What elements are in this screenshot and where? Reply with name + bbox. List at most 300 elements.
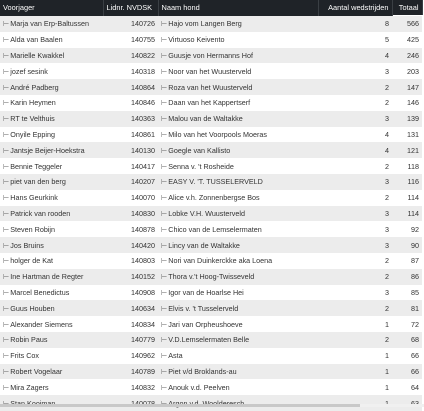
cell-naam-hond (158, 142, 318, 158)
cell-lidnr (103, 142, 158, 158)
table-row[interactable] (0, 190, 422, 206)
cell-naam-hond-text: Lobke V.H. Wuusterveld (168, 208, 245, 218)
cell-voorjager-text: Mira Zagers (10, 382, 49, 392)
cell-totaal-text: 131 (407, 129, 419, 139)
cell-lidnr-text: 140634 (131, 303, 155, 313)
cell-aantal-text: 1 (385, 366, 389, 376)
cell-aantal (318, 348, 392, 364)
expand-marker-icon: ⊢ (3, 351, 10, 361)
cell-totaal-text: 68 (411, 335, 419, 345)
table-row[interactable] (0, 32, 422, 48)
cell-aantal (318, 142, 392, 158)
header-row (0, 0, 422, 16)
cell-naam-hond-text: Asta (168, 351, 183, 361)
cell-lidnr (103, 190, 158, 206)
cell-aantal-text: 1 (385, 319, 389, 329)
cell-voorjager-text: Marielle Kwakkel (10, 50, 65, 60)
cell-lidnr (103, 63, 158, 79)
cell-voorjager (0, 237, 103, 253)
cell-lidnr-text: 140070 (131, 193, 155, 203)
cell-aantal-text: 3 (385, 287, 389, 297)
expand-marker-icon: ⊢ (161, 303, 168, 313)
cell-lidnr-text: 140207 (131, 177, 155, 187)
cell-totaal-text: 147 (407, 82, 419, 92)
cell-naam-hond-text: Anouk v.d. Peelven (168, 382, 230, 392)
cell-aantal (318, 79, 392, 95)
cell-voorjager-text: Hans Geurkink (10, 193, 58, 203)
cell-aantal-text: 2 (385, 82, 389, 92)
cell-lidnr (103, 16, 158, 32)
cell-lidnr-text: 140420 (131, 240, 155, 250)
cell-totaal-text: 90 (411, 240, 419, 250)
cell-lidnr-text: 140779 (131, 335, 155, 345)
cell-aantal (318, 111, 392, 127)
cell-lidnr-text: 140832 (131, 382, 155, 392)
expand-marker-icon: ⊢ (3, 240, 10, 250)
column-header-naam-hond[interactable]: Naam hond (158, 0, 318, 16)
cell-aantal-text: 2 (385, 161, 389, 171)
cell-naam-hond (158, 253, 318, 269)
cell-totaal-text: 203 (407, 66, 419, 76)
cell-voorjager-text: Patrick van rooden (10, 208, 71, 218)
cell-aantal-text: 2 (385, 98, 389, 108)
cell-totaal-text: 66 (411, 366, 419, 376)
cell-voorjager-text: Robin Paus (10, 335, 48, 345)
expand-marker-icon: ⊢ (161, 98, 168, 108)
cell-totaal-text: 139 (407, 114, 419, 124)
cell-naam-hond-text: Virtuoso Keivento (168, 35, 225, 45)
cell-lidnr-text: 140318 (131, 66, 155, 76)
cell-naam-hond-text: Lincy van de Waltakke (168, 240, 240, 250)
cell-aantal (318, 48, 392, 64)
cell-aantal-text: 3 (385, 240, 389, 250)
expand-marker-icon: ⊢ (161, 177, 168, 187)
cell-totaal-text: 425 (407, 35, 419, 45)
cell-aantal-text: 1 (385, 382, 389, 392)
cell-totaal-text: 66 (411, 351, 419, 361)
cell-naam-hond (158, 63, 318, 79)
expand-marker-icon: ⊢ (161, 114, 168, 124)
cell-aantal (318, 379, 392, 395)
expand-marker-icon: ⊢ (161, 366, 168, 376)
cell-totaal (392, 332, 422, 348)
expand-marker-icon: ⊢ (161, 351, 168, 361)
table-row[interactable] (0, 237, 422, 253)
expand-marker-icon: ⊢ (3, 272, 10, 282)
cell-voorjager (0, 190, 103, 206)
cell-totaal-text: 566 (407, 19, 419, 29)
table-row[interactable] (0, 332, 422, 348)
cell-voorjager (0, 16, 103, 32)
expand-marker-icon: ⊢ (161, 193, 168, 203)
cell-voorjager (0, 253, 103, 269)
expand-marker-icon: ⊢ (161, 50, 168, 60)
cell-aantal-text: 4 (385, 50, 389, 60)
cell-naam-hond-text: Daan van het Kappertserf (168, 98, 251, 108)
table-row[interactable] (0, 79, 422, 95)
cell-voorjager-text: holger de Kat (10, 256, 54, 266)
cell-totaal-text: 118 (407, 161, 419, 171)
cell-totaal (392, 48, 422, 64)
cell-totaal (392, 237, 422, 253)
cell-aantal (318, 269, 392, 285)
cell-lidnr-text: 140830 (131, 208, 155, 218)
cell-aantal (318, 237, 392, 253)
cell-totaal (392, 285, 422, 301)
cell-aantal-text: 3 (385, 177, 389, 187)
cell-voorjager (0, 127, 103, 143)
expand-marker-icon: ⊢ (161, 129, 168, 139)
cell-lidnr-text: 140822 (131, 50, 155, 60)
cell-voorjager (0, 63, 103, 79)
cell-voorjager-text: André Padberg (10, 82, 59, 92)
expand-marker-icon: ⊢ (161, 256, 168, 266)
cell-naam-hond (158, 332, 318, 348)
cell-lidnr (103, 364, 158, 380)
cell-lidnr-text: 140152 (131, 272, 155, 282)
expand-marker-icon: ⊢ (3, 224, 10, 234)
cell-voorjager-text: Onyile Epping (10, 129, 56, 139)
cell-voorjager (0, 285, 103, 301)
expand-marker-icon: ⊢ (161, 319, 168, 329)
expand-marker-icon: ⊢ (3, 208, 10, 218)
column-header-aantal-wedstrijden[interactable]: Aantal wedstrijden (318, 0, 392, 16)
cell-totaal (392, 158, 422, 174)
cell-voorjager-text: Jantsje Beijer-Hoekstra (10, 145, 85, 155)
expand-marker-icon: ⊢ (3, 193, 10, 203)
cell-lidnr-text: 140726 (131, 19, 155, 29)
cell-naam-hond (158, 158, 318, 174)
cell-aantal-text: 2 (385, 193, 389, 203)
cell-lidnr-text: 140864 (131, 82, 155, 92)
cell-aantal (318, 332, 392, 348)
expand-marker-icon: ⊢ (3, 335, 10, 345)
cell-naam-hond-text: Malou van de Waltakke (168, 114, 243, 124)
cell-naam-hond-text: Nori van Duinkerckke aka Loena (168, 256, 273, 266)
table-row[interactable] (0, 253, 422, 269)
cell-lidnr-text: 140908 (131, 287, 155, 297)
cell-lidnr (103, 32, 158, 48)
cell-aantal-text: 2 (385, 256, 389, 266)
table-row[interactable] (0, 174, 422, 190)
cell-aantal (318, 63, 392, 79)
table-row[interactable] (0, 158, 422, 174)
cell-lidnr (103, 237, 158, 253)
cell-totaal (392, 111, 422, 127)
cell-naam-hond (158, 95, 318, 111)
expand-marker-icon: ⊢ (161, 240, 168, 250)
cell-totaal (392, 364, 422, 380)
expand-marker-icon: ⊢ (3, 366, 10, 376)
cell-lidnr-text: 140878 (131, 224, 155, 234)
cell-totaal (392, 253, 422, 269)
cell-lidnr (103, 269, 158, 285)
cell-naam-hond (158, 269, 318, 285)
expand-marker-icon: ⊢ (161, 161, 168, 171)
table-row[interactable] (0, 348, 422, 364)
cell-voorjager (0, 206, 103, 222)
cell-lidnr (103, 221, 158, 237)
cell-lidnr (103, 253, 158, 269)
cell-voorjager (0, 79, 103, 95)
table-row[interactable] (0, 316, 422, 332)
cell-naam-hond-text: Hajo vom Langen Berg (168, 19, 242, 29)
cell-totaal (392, 300, 422, 316)
expand-marker-icon: ⊢ (3, 82, 10, 92)
cell-aantal (318, 316, 392, 332)
cell-voorjager (0, 158, 103, 174)
cell-naam-hond-text: Igor van de Hoarlse Hei (168, 287, 244, 297)
expand-marker-icon: ⊢ (3, 19, 10, 29)
cell-naam-hond-text: Roza van het Wuusterveld (168, 82, 253, 92)
cell-aantal (318, 190, 392, 206)
cell-naam-hond (158, 48, 318, 64)
cell-voorjager-text: Karin Heymen (10, 98, 56, 108)
column-header-totaal[interactable]: Totaal (392, 0, 422, 16)
cell-lidnr (103, 79, 158, 95)
cell-naam-hond-text: Goegle van Kallisto (168, 145, 231, 155)
cell-naam-hond-text: Jari van Orpheushoeve (168, 319, 243, 329)
cell-lidnr-text: 140363 (131, 114, 155, 124)
cell-totaal (392, 32, 422, 48)
cell-totaal (392, 16, 422, 32)
cell-aantal-text: 4 (385, 129, 389, 139)
cell-naam-hond (158, 285, 318, 301)
cell-totaal-text: 81 (411, 303, 419, 313)
expand-marker-icon: ⊢ (3, 161, 10, 171)
cell-voorjager (0, 221, 103, 237)
cell-naam-hond-text: Piet v/d Broklands-au (168, 366, 237, 376)
table-row[interactable] (0, 127, 422, 143)
cell-voorjager (0, 95, 103, 111)
cell-voorjager-text: Marcel Benedictus (10, 287, 70, 297)
cell-voorjager (0, 269, 103, 285)
table-row[interactable] (0, 221, 422, 237)
cell-naam-hond-text: Alice v.h. Zonnenbergse Bos (168, 193, 260, 203)
table-row[interactable] (0, 206, 422, 222)
cell-totaal (392, 348, 422, 364)
expand-marker-icon: ⊢ (161, 66, 168, 76)
cell-totaal-text: 114 (407, 193, 419, 203)
cell-totaal-text: 64 (411, 382, 419, 392)
cell-lidnr (103, 206, 158, 222)
cell-voorjager-text: Guus Houben (10, 303, 55, 313)
expand-marker-icon: ⊢ (3, 145, 10, 155)
cell-voorjager (0, 364, 103, 380)
cell-naam-hond (158, 348, 318, 364)
cell-voorjager (0, 348, 103, 364)
cell-lidnr (103, 111, 158, 127)
cell-totaal-text: 87 (411, 256, 419, 266)
table-row[interactable] (0, 111, 422, 127)
table-row[interactable] (0, 364, 422, 380)
cell-totaal-text: 246 (407, 50, 419, 60)
expand-marker-icon: ⊢ (3, 256, 10, 266)
cell-aantal (318, 253, 392, 269)
cell-lidnr (103, 379, 158, 395)
expand-marker-icon: ⊢ (161, 272, 168, 282)
cell-lidnr-text: 140962 (131, 351, 155, 361)
expand-marker-icon: ⊢ (161, 35, 168, 45)
cell-lidnr (103, 174, 158, 190)
cell-naam-hond (158, 364, 318, 380)
cell-voorjager-text: Robert Vogelaar (10, 366, 63, 376)
cell-lidnr-text: 140803 (131, 256, 155, 266)
cell-totaal-text: 72 (411, 319, 419, 329)
expand-marker-icon: ⊢ (3, 177, 10, 187)
cell-voorjager (0, 111, 103, 127)
cell-naam-hond (158, 111, 318, 127)
cell-voorjager-text: jozef sesink (10, 66, 48, 76)
cell-naam-hond (158, 174, 318, 190)
cell-totaal (392, 142, 422, 158)
table-row[interactable] (0, 63, 422, 79)
cell-naam-hond-text: Guusje von Hermanns Hof (168, 50, 253, 60)
cell-naam-hond (158, 190, 318, 206)
cell-totaal (392, 95, 422, 111)
cell-totaal-text: 86 (411, 272, 419, 282)
cell-aantal-text: 3 (385, 208, 389, 218)
table-row[interactable] (0, 48, 422, 64)
cell-naam-hond (158, 237, 318, 253)
cell-totaal-text: 85 (411, 287, 419, 297)
expand-marker-icon: ⊢ (3, 382, 10, 392)
cell-voorjager-text: Ine Hartman de Regter (10, 272, 84, 282)
expand-marker-icon: ⊢ (3, 287, 10, 297)
cell-aantal (318, 16, 392, 32)
cell-lidnr (103, 300, 158, 316)
table-row[interactable] (0, 142, 422, 158)
cell-aantal (318, 221, 392, 237)
cell-voorjager-text: Alda van Baalen (10, 35, 63, 45)
cell-naam-hond-text: Noor van het Wuusterveld (168, 66, 252, 76)
cell-aantal-text: 3 (385, 224, 389, 234)
expand-marker-icon: ⊢ (3, 114, 10, 124)
cell-voorjager (0, 316, 103, 332)
cell-naam-hond (158, 379, 318, 395)
cell-totaal (392, 269, 422, 285)
cell-voorjager-text: Alexander Siemens (10, 319, 73, 329)
cell-voorjager (0, 142, 103, 158)
cell-lidnr (103, 285, 158, 301)
cell-totaal (392, 379, 422, 395)
cell-totaal (392, 316, 422, 332)
cell-aantal-text: 2 (385, 303, 389, 313)
cell-voorjager-text: Bennie Teggeler (10, 161, 63, 171)
expand-marker-icon: ⊢ (3, 50, 10, 60)
expand-marker-icon: ⊢ (161, 335, 168, 345)
cell-totaal-text: 92 (411, 224, 419, 234)
expand-marker-icon: ⊢ (161, 82, 168, 92)
cell-naam-hond (158, 316, 318, 332)
cell-totaal (392, 127, 422, 143)
cell-lidnr (103, 127, 158, 143)
cell-aantal (318, 206, 392, 222)
expand-marker-icon: ⊢ (161, 19, 168, 29)
expand-marker-icon: ⊢ (3, 66, 10, 76)
cell-aantal-text: 5 (385, 35, 389, 45)
cell-aantal-text: 8 (385, 19, 389, 29)
expand-marker-icon: ⊢ (161, 382, 168, 392)
table-row[interactable] (0, 300, 422, 316)
cell-aantal (318, 158, 392, 174)
cell-aantal-text: 3 (385, 114, 389, 124)
cell-naam-hond-text: Milo van het Voorpools Moeras (168, 129, 267, 139)
cell-naam-hond-text: Elvis v. 't Tusselerveld (168, 303, 239, 313)
cell-naam-hond (158, 206, 318, 222)
cell-naam-hond (158, 16, 318, 32)
expand-marker-icon: ⊢ (161, 145, 168, 155)
cell-naam-hond (158, 221, 318, 237)
table-row[interactable] (0, 379, 422, 395)
cell-voorjager (0, 32, 103, 48)
cell-totaal-text: 146 (407, 98, 419, 108)
expand-marker-icon: ⊢ (3, 319, 10, 329)
cell-lidnr (103, 95, 158, 111)
cell-lidnr (103, 316, 158, 332)
table-row[interactable] (0, 16, 422, 32)
cell-naam-hond (158, 127, 318, 143)
cell-lidnr (103, 158, 158, 174)
expand-marker-icon: ⊢ (3, 303, 10, 313)
cell-aantal-text: 4 (385, 145, 389, 155)
cell-lidnr-text: 140846 (131, 98, 155, 108)
expand-marker-icon: ⊢ (161, 287, 168, 297)
cell-naam-hond-text: Senna v. 't Rosheide (168, 161, 234, 171)
cell-naam-hond-text: Chico van de Lemselermaten (168, 224, 262, 234)
cell-voorjager (0, 379, 103, 395)
cell-aantal (318, 32, 392, 48)
expand-marker-icon: ⊢ (161, 224, 168, 234)
cell-voorjager-text: RT te Velthuis (10, 114, 55, 124)
expand-marker-icon: ⊢ (161, 208, 168, 218)
cell-lidnr (103, 332, 158, 348)
table-row[interactable] (0, 269, 422, 285)
cell-voorjager-text: piet van den berg (10, 177, 66, 187)
cell-voorjager-text: Jos Bruins (10, 240, 44, 250)
cell-voorjager-text: Steven Robijn (10, 224, 56, 234)
cell-totaal-text: 114 (407, 208, 419, 218)
cell-voorjager (0, 174, 103, 190)
cell-totaal (392, 174, 422, 190)
cell-lidnr (103, 48, 158, 64)
cell-aantal (318, 127, 392, 143)
cell-voorjager-text: Frits Cox (10, 351, 40, 361)
cell-lidnr-text: 140130 (131, 145, 155, 155)
cell-naam-hond (158, 32, 318, 48)
expand-marker-icon: ⊢ (3, 129, 10, 139)
table-row[interactable] (0, 285, 422, 301)
cell-aantal (318, 300, 392, 316)
cell-totaal (392, 63, 422, 79)
cell-lidnr-text: 140417 (131, 161, 155, 171)
cell-lidnr-text: 140789 (131, 366, 155, 376)
cell-aantal (318, 364, 392, 380)
cell-naam-hond-text: EASY V. 'T. TUSSELERVELD (168, 177, 263, 187)
column-header-voorjager[interactable]: Voorjager (0, 0, 103, 16)
cell-aantal-text: 1 (385, 351, 389, 361)
cell-naam-hond-text: V.D.Lemselermaten Belle (168, 335, 250, 345)
cell-voorjager (0, 300, 103, 316)
cell-aantal-text: 2 (385, 335, 389, 345)
cell-aantal (318, 285, 392, 301)
cell-naam-hond-text: Thora v.'t Hoog-Twisseveld (168, 272, 255, 282)
cell-totaal-text: 121 (407, 145, 419, 155)
cell-totaal (392, 206, 422, 222)
table-row[interactable] (0, 95, 422, 111)
column-header-lidnr[interactable]: Lidnr. NVDSK (103, 0, 158, 16)
cell-aantal-text: 2 (385, 272, 389, 282)
